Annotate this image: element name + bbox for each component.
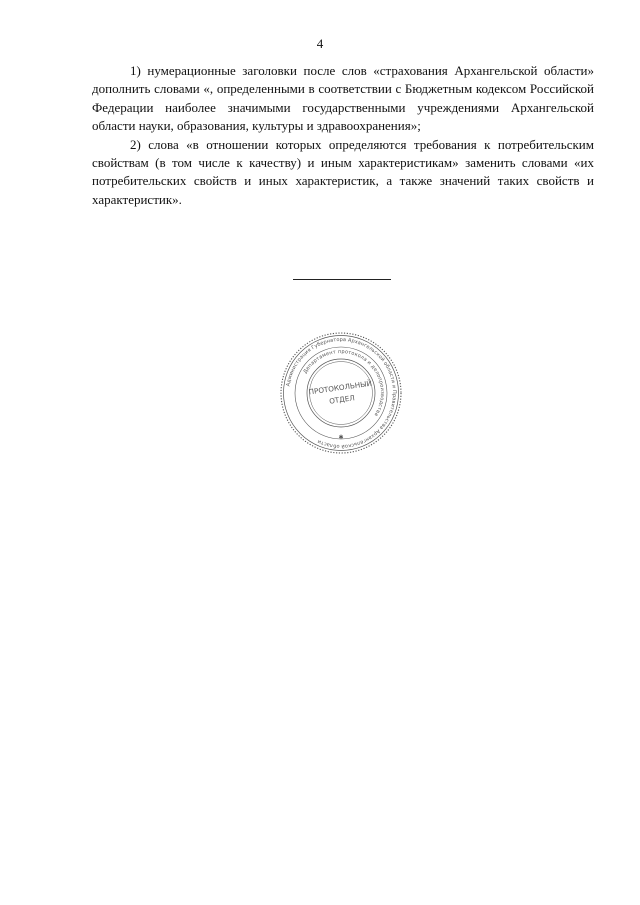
page-number: 4 [316, 36, 324, 51]
stamp-outer-text: Администрация Губернатора Архангельской области и Правительства Архангельской области [285, 336, 398, 450]
paragraph-2: 2) слова «в отношении которых определяются требования к потребительским свойствам (в том числе к качеству) и иным характеристикам» заменить словами «их потребительских свойств и иных характеристик, а также значений таких свойств и характеристик». [92, 136, 594, 207]
paragraph-1: 1) нумерационные заголовки после слов «страхования Архангельской области» дополнить словами «, определенными в соответствии с Бюджетным кодексом Российской Федерации наиболее значимыми государственными учреждениями Архангельской области науки, образования, культуры и здравоохранения»; [92, 63, 594, 134]
stamp-star-icon: ✱ [338, 434, 344, 441]
document-body [92, 62, 594, 209]
stamp-inner-text: Департамент протокола и делопроизводства [302, 348, 386, 418]
stamp-center-line-1: ПРОТОКОЛЬНЫЙ [308, 378, 373, 397]
stamp-center-line-2: ОТДЕЛ [328, 393, 356, 406]
separator-line [293, 279, 391, 280]
stamp-seal-icon [278, 330, 404, 456]
official-stamp [278, 330, 404, 456]
